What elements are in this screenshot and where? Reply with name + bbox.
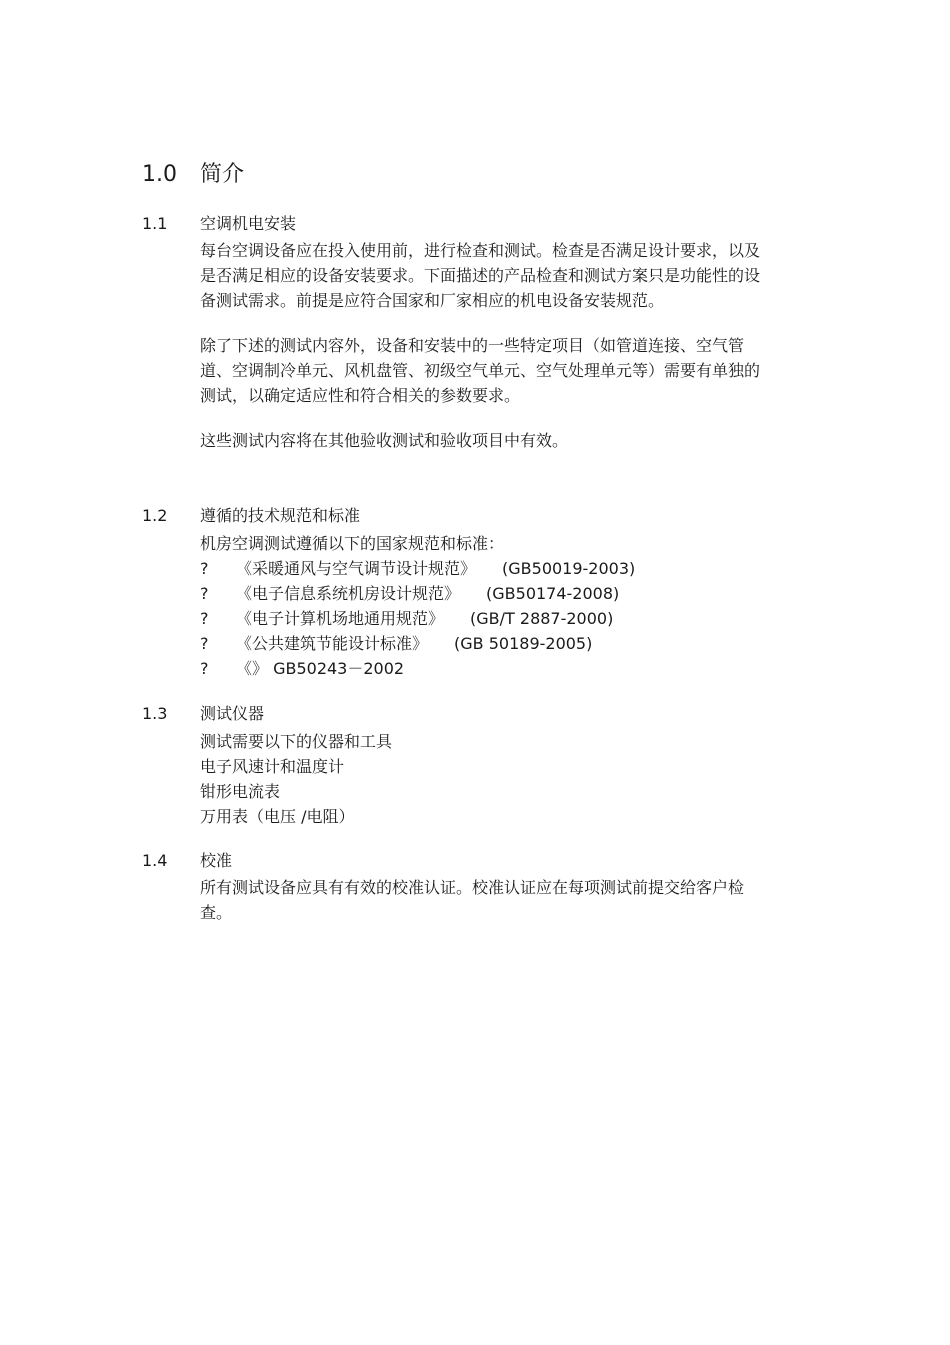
section-number: 1.4 xyxy=(142,851,168,870)
standard-code: (GB 50189-2005) xyxy=(454,634,593,653)
list-item xyxy=(200,631,760,656)
standard-name: 《》 GB50243－2002 xyxy=(236,659,405,678)
paragraph: 每台空调设备应在投入使用前，进行检查和测试。检查是否满足设计要求，以及是否满足相应的设备安装要求。下面描述的产品检查和测试方案只是功能性的设备测试需求。前提是应符合国家和厂家相应的机电设备安装规范。 xyxy=(200,241,761,310)
list-intro: 机房空调测试遵循以下的国家规范和标准： xyxy=(200,534,505,553)
section-number: 1.1 xyxy=(142,214,168,233)
section-title: 遵循的技术规范和标准 xyxy=(200,506,361,525)
section-number: 1.2 xyxy=(142,506,168,525)
section-1-3 xyxy=(142,702,782,829)
bullet-marker: ? xyxy=(200,584,209,603)
paragraph: 除了下述的测试内容外，设备和安装中的一些特定项目（如管道连接、空气管道、空调制冷单元、风机盘管、初级空气单元、空气处理单元等）需要有单独的测试，以确定适应性和符合相关的参数要求。 xyxy=(200,336,761,405)
standard-name: 《公共建筑节能设计标准》 xyxy=(236,634,429,653)
list-item xyxy=(200,606,760,631)
section-heading xyxy=(142,702,782,726)
section-1-2 xyxy=(142,504,782,681)
list-item xyxy=(200,581,760,606)
section-1-4 xyxy=(142,849,782,925)
section-heading xyxy=(142,212,782,236)
standards-list xyxy=(200,531,760,681)
bullet-marker: ? xyxy=(200,659,209,678)
section-1-1 xyxy=(142,212,782,453)
list-item xyxy=(200,556,760,581)
standard-code: (GB/T 2887-2000) xyxy=(470,609,614,628)
list-item: 钳形电流表 xyxy=(200,782,281,801)
list-item: 电子风速计和温度计 xyxy=(200,757,345,776)
standard-name: 《采暖通风与空气调节设计规范》 xyxy=(236,559,477,578)
section-heading xyxy=(142,504,782,528)
section-title: 测试仪器 xyxy=(200,704,265,723)
bullet-marker: ? xyxy=(200,559,209,578)
section-title: 校准 xyxy=(200,851,233,870)
instrument-list xyxy=(200,729,760,829)
list-item: 测试需要以下的仪器和工具 xyxy=(200,732,393,751)
standard-name: 《电子信息系统机房设计规范》 xyxy=(236,584,461,603)
section-number: 1.3 xyxy=(142,704,168,723)
paragraph: 这些测试内容将在其他验收测试和验收项目中有效。 xyxy=(200,431,569,450)
standard-code: (GB50174-2008) xyxy=(486,584,620,603)
chapter-heading xyxy=(142,160,244,190)
standard-name: 《电子计算机场地通用规范》 xyxy=(236,609,445,628)
chapter-title: 简介 xyxy=(200,162,245,187)
paragraph: 所有测试设备应具有有效的校准认证。校准认证应在每项测试前提交给客户检查。 xyxy=(200,878,745,922)
list-item xyxy=(200,656,760,681)
standard-code: (GB50019-2003) xyxy=(502,559,636,578)
section-heading xyxy=(142,849,782,873)
list-item: 万用表（电压 /电阻） xyxy=(200,807,355,826)
section-title: 空调机电安装 xyxy=(200,214,297,233)
chapter-number: 1.0 xyxy=(142,162,177,187)
bullet-marker: ? xyxy=(200,609,209,628)
bullet-marker: ? xyxy=(200,634,209,653)
